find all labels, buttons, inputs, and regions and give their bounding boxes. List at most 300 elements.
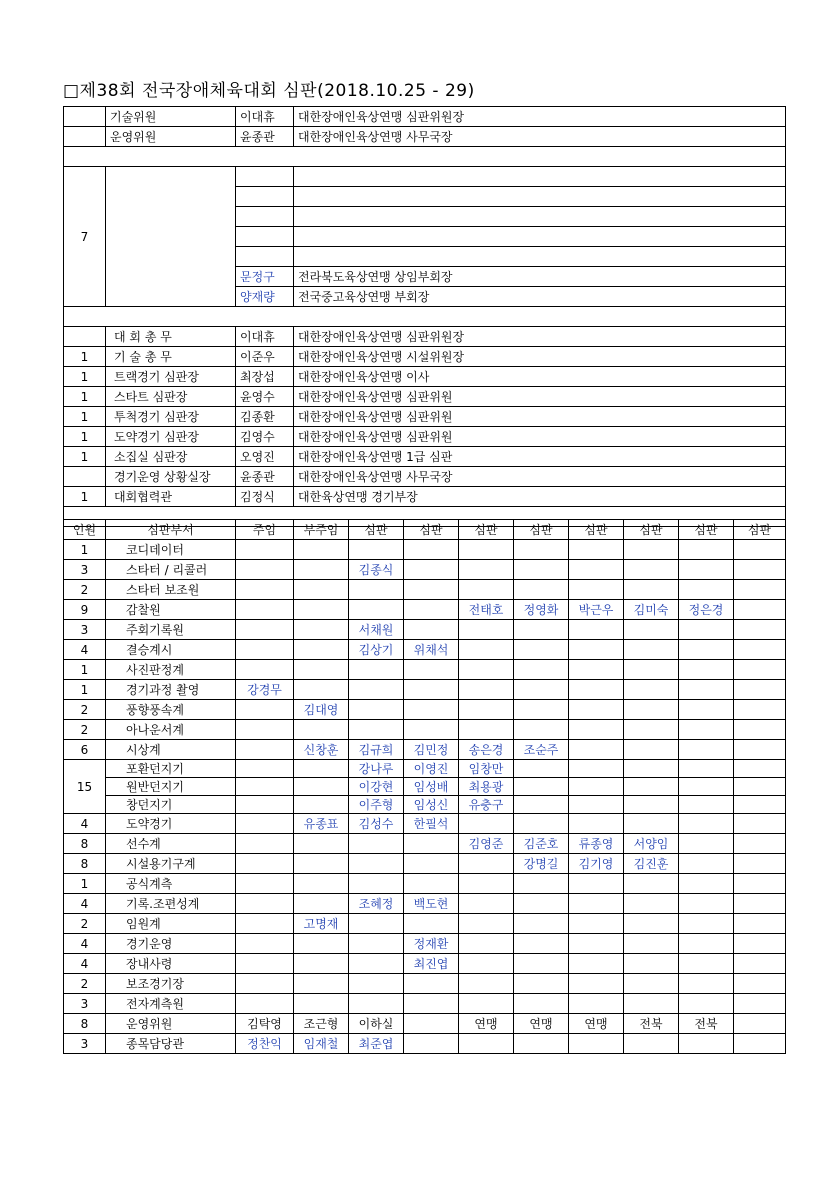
referee-cell: [236, 894, 294, 914]
referee-cell: [349, 934, 404, 954]
column-header: 심판: [459, 520, 514, 540]
headcount: 1: [64, 540, 106, 560]
referee-cell: 김준호: [514, 834, 569, 854]
official-name: 김영수: [236, 427, 294, 447]
referee-cell: 정은경: [679, 600, 734, 620]
referee-cell: [679, 680, 734, 700]
referee-cell: [236, 778, 294, 796]
referee-cell: [569, 874, 624, 894]
referee-cell: [679, 974, 734, 994]
headcount: 9: [64, 600, 106, 620]
official-count: 7: [64, 167, 106, 307]
official-count: [64, 467, 106, 487]
referee-cell: [624, 874, 679, 894]
referee-cell: [404, 660, 459, 680]
referee-cell: [679, 1034, 734, 1054]
column-header: 부주임: [294, 520, 349, 540]
referee-cell: [624, 540, 679, 560]
headcount: 15: [64, 760, 106, 814]
referee-cell: 서채원: [349, 620, 404, 640]
referee-cell: [679, 874, 734, 894]
headcount: 2: [64, 720, 106, 740]
referee-cell: [569, 720, 624, 740]
referee-cell: [294, 640, 349, 660]
referee-cell: [349, 854, 404, 874]
official-org: 대한장애인육상연맹 심판위원장: [294, 107, 786, 127]
referee-cell: [569, 1034, 624, 1054]
headcount: 4: [64, 814, 106, 834]
department: 전자계측원: [106, 994, 236, 1014]
headcount: 1: [64, 680, 106, 700]
headcount: 4: [64, 640, 106, 660]
referee-cell: [236, 854, 294, 874]
department: 스타터 / 리콜러: [106, 560, 236, 580]
assignment-row: [64, 854, 786, 874]
referee-cell: [734, 640, 786, 660]
referee-cell: [514, 640, 569, 660]
referee-cell: [624, 954, 679, 974]
referee-cell: [624, 974, 679, 994]
official-row: [64, 447, 786, 467]
referee-cell: [294, 620, 349, 640]
headcount: 6: [64, 740, 106, 760]
official-name: [236, 167, 294, 187]
referee-cell: [294, 778, 349, 796]
official-org: [294, 167, 786, 187]
assignment-row: [64, 560, 786, 580]
column-header: 심판: [404, 520, 459, 540]
referee-cell: 김민정: [404, 740, 459, 760]
referee-cell: [459, 680, 514, 700]
referee-cell: [569, 640, 624, 660]
referee-cell: [624, 894, 679, 914]
official-org: [294, 187, 786, 207]
assignment-row: [64, 1034, 786, 1054]
referee-cell: [569, 540, 624, 560]
referee-cell: 김미숙: [624, 600, 679, 620]
referee-cell: 강명길: [514, 854, 569, 874]
referee-cell: 김대영: [294, 700, 349, 720]
referee-cell: [349, 700, 404, 720]
referee-cell: 한필석: [404, 814, 459, 834]
official-org: [294, 207, 786, 227]
referee-cell: [294, 854, 349, 874]
referee-cell: 임성배: [404, 778, 459, 796]
referee-cell: [514, 680, 569, 700]
column-header: 심판: [734, 520, 786, 540]
official-role: 경기운영 상황실장: [106, 467, 236, 487]
official-org: [294, 227, 786, 247]
headcount: 1: [64, 660, 106, 680]
department: 원반던지기: [106, 778, 236, 796]
referee-cell: [294, 680, 349, 700]
referee-cell: [679, 814, 734, 834]
referee-cell: 전북: [679, 1014, 734, 1034]
referee-cell: 전북: [624, 1014, 679, 1034]
assignment-row: [64, 660, 786, 680]
headcount: 2: [64, 974, 106, 994]
referee-cell: 정재환: [404, 934, 459, 954]
department: 스타터 보조원: [106, 580, 236, 600]
referee-cell: [734, 580, 786, 600]
spacer-cell: [64, 307, 786, 327]
referee-cell: [569, 914, 624, 934]
referee-cell: [624, 680, 679, 700]
referee-cell: [459, 640, 514, 660]
referee-cell: [734, 600, 786, 620]
referee-cell: 김기영: [569, 854, 624, 874]
headcount: 8: [64, 854, 106, 874]
official-count: [64, 327, 106, 347]
referee-cell: [514, 934, 569, 954]
referee-cell: [734, 894, 786, 914]
referee-cell: [294, 580, 349, 600]
referee-cell: [679, 640, 734, 660]
official-row: [64, 107, 786, 127]
department: 결승계시: [106, 640, 236, 660]
assignment-row: [64, 914, 786, 934]
referee-cell: [236, 934, 294, 954]
referee-cell: [679, 934, 734, 954]
assignment-row: [64, 720, 786, 740]
referee-cell: [569, 974, 624, 994]
referee-cell: [569, 894, 624, 914]
referee-cell: [734, 740, 786, 760]
official-name: 김종환: [236, 407, 294, 427]
official-role: 투척경기 심판장: [106, 407, 236, 427]
referee-cell: 김규희: [349, 740, 404, 760]
referee-cell: [236, 580, 294, 600]
referee-cell: [404, 914, 459, 934]
referee-cell: [679, 778, 734, 796]
department: 장내사령: [106, 954, 236, 974]
referee-cell: 유충구: [459, 796, 514, 814]
official-role: 대 회 총 무: [106, 327, 236, 347]
referee-cell: [734, 994, 786, 1014]
assignment-row: [64, 796, 786, 814]
assignment-row: [64, 778, 786, 796]
referee-cell: [679, 700, 734, 720]
official-count: [64, 127, 106, 147]
official-name: 윤종관: [236, 467, 294, 487]
referee-cell: [236, 600, 294, 620]
referee-cell: [514, 620, 569, 640]
referee-cell: [294, 954, 349, 974]
referee-cell: [679, 580, 734, 600]
referee-cell: 조순주: [514, 740, 569, 760]
official-org: 대한육상연맹 경기부장: [294, 487, 786, 507]
official-org: 대한장애인육상연맹 심판위원장: [294, 327, 786, 347]
headcount: 8: [64, 1014, 106, 1034]
referee-cell: [734, 700, 786, 720]
referee-cell: [514, 874, 569, 894]
official-count: 1: [64, 347, 106, 367]
official-name: 이준우: [236, 347, 294, 367]
headcount: 4: [64, 954, 106, 974]
assignment-row: [64, 814, 786, 834]
referee-cell: [569, 700, 624, 720]
referee-cell: 신창훈: [294, 740, 349, 760]
assignment-row: [64, 620, 786, 640]
referee-cell: [679, 954, 734, 974]
referee-cell: [459, 580, 514, 600]
referee-cell: 류종영: [569, 834, 624, 854]
department: 감찰원: [106, 600, 236, 620]
referee-cell: [624, 1034, 679, 1054]
assignment-row: [64, 954, 786, 974]
referee-cell: [349, 660, 404, 680]
referee-cell: [459, 894, 514, 914]
assignment-row: [64, 894, 786, 914]
referee-cell: 전태호: [459, 600, 514, 620]
department: 기록.조편성계: [106, 894, 236, 914]
referee-cell: [236, 720, 294, 740]
referee-cell: [294, 560, 349, 580]
referee-cell: [624, 760, 679, 778]
referee-cell: [679, 720, 734, 740]
referee-cell: [569, 814, 624, 834]
referee-cell: [459, 914, 514, 934]
referee-cell: [679, 540, 734, 560]
referee-cell: 임창만: [459, 760, 514, 778]
referee-cell: [734, 974, 786, 994]
referee-cell: [459, 720, 514, 740]
referee-cell: [734, 778, 786, 796]
department: 종목담당관: [106, 1034, 236, 1054]
department: 아나운서계: [106, 720, 236, 740]
referee-cell: [349, 994, 404, 1014]
referee-cell: [236, 796, 294, 814]
official-org: 전라북도육상연맹 상임부회장: [294, 267, 786, 287]
referee-cell: 송은경: [459, 740, 514, 760]
referee-cell: [514, 796, 569, 814]
assignment-row: [64, 994, 786, 1014]
referee-cell: [514, 560, 569, 580]
header-row: [64, 520, 786, 540]
official-count: [64, 107, 106, 127]
headcount: 2: [64, 580, 106, 600]
referee-cell: [734, 934, 786, 954]
referee-cell: [459, 540, 514, 560]
referee-cell: [569, 620, 624, 640]
assignment-row: [64, 580, 786, 600]
official-row: [64, 327, 786, 347]
referee-cell: [514, 894, 569, 914]
referee-cell: [679, 796, 734, 814]
referee-cell: [569, 796, 624, 814]
referee-cell: [734, 540, 786, 560]
referee-cell: [349, 974, 404, 994]
department: 공식계측: [106, 874, 236, 894]
referee-cell: [624, 914, 679, 934]
official-org: 대한장애인육상연맹 이사: [294, 367, 786, 387]
referee-cell: [404, 854, 459, 874]
referee-cell: [514, 720, 569, 740]
referee-cell: [624, 814, 679, 834]
official-org: 대한장애인육상연맹 1급 심판: [294, 447, 786, 467]
referee-cell: [514, 1034, 569, 1054]
referee-cell: [514, 954, 569, 974]
column-header: 심판: [569, 520, 624, 540]
referee-cell: [514, 914, 569, 934]
referee-cell: [404, 680, 459, 700]
department: 선수계: [106, 834, 236, 854]
referee-cell: [624, 640, 679, 660]
referee-cell: [624, 778, 679, 796]
department: 경기운영: [106, 934, 236, 954]
official-row: [64, 387, 786, 407]
officials-table: [63, 106, 786, 527]
spacer-row: [64, 147, 786, 167]
official-name: [236, 227, 294, 247]
official-count: 1: [64, 447, 106, 467]
referee-cell: [294, 600, 349, 620]
official-row: [64, 427, 786, 447]
referee-cell: 조근형: [294, 1014, 349, 1034]
headcount: 3: [64, 620, 106, 640]
referee-cell: [734, 680, 786, 700]
referee-cell: [569, 954, 624, 974]
referee-cell: [349, 680, 404, 700]
referee-cell: 임성신: [404, 796, 459, 814]
referee-cell: 정영화: [514, 600, 569, 620]
department: 풍향풍속계: [106, 700, 236, 720]
assignment-row: [64, 680, 786, 700]
referee-cell: [404, 540, 459, 560]
official-org: [294, 247, 786, 267]
official-name: 최장섭: [236, 367, 294, 387]
referee-cell: [514, 580, 569, 600]
official-role: 기술위원: [106, 107, 236, 127]
headcount: 2: [64, 700, 106, 720]
assignment-row: [64, 540, 786, 560]
column-header: 심판: [514, 520, 569, 540]
department: 도약경기: [106, 814, 236, 834]
referee-cell: [569, 760, 624, 778]
referee-cell: [459, 994, 514, 1014]
referee-cell: 최준엽: [349, 1034, 404, 1054]
referee-cell: [404, 700, 459, 720]
referee-cell: [349, 720, 404, 740]
referee-cell: [679, 854, 734, 874]
column-header: 심판부서: [106, 520, 236, 540]
referee-cell: [236, 954, 294, 974]
referee-cell: [404, 600, 459, 620]
referee-cell: [404, 560, 459, 580]
referee-cell: 박근우: [569, 600, 624, 620]
official-name: 김정식: [236, 487, 294, 507]
department: 운영위원: [106, 1014, 236, 1034]
referee-cell: [349, 580, 404, 600]
referee-cell: [624, 740, 679, 760]
assignment-row: [64, 740, 786, 760]
referee-cell: 고명재: [294, 914, 349, 934]
assignment-row: [64, 974, 786, 994]
referee-cell: 정찬익: [236, 1034, 294, 1054]
assignment-row: [64, 834, 786, 854]
department: 코디데이터: [106, 540, 236, 560]
referee-cell: [294, 974, 349, 994]
official-name: [236, 187, 294, 207]
referee-cell: 김영준: [459, 834, 514, 854]
referee-cell: [294, 834, 349, 854]
official-role: 소집실 심판장: [106, 447, 236, 467]
headcount: 1: [64, 874, 106, 894]
referee-cell: [679, 834, 734, 854]
referee-cell: [404, 1034, 459, 1054]
referee-cell: [514, 814, 569, 834]
official-role: 트랙경기 심판장: [106, 367, 236, 387]
official-name: 이대휴: [236, 107, 294, 127]
official-row: [64, 487, 786, 507]
official-name: [236, 247, 294, 267]
referee-cell: [459, 934, 514, 954]
referee-cell: [236, 560, 294, 580]
referee-cell: [459, 560, 514, 580]
official-row: [64, 167, 786, 187]
referee-cell: [459, 974, 514, 994]
official-org: 대한장애인육상연맹 시설위원장: [294, 347, 786, 367]
official-name: 오영진: [236, 447, 294, 467]
referee-cell: [349, 874, 404, 894]
department: 경기과정 촬영: [106, 680, 236, 700]
official-role: 대회협력관: [106, 487, 236, 507]
referee-cell: [349, 540, 404, 560]
assignment-row: [64, 874, 786, 894]
official-role: [106, 167, 236, 307]
department: 사진판정계: [106, 660, 236, 680]
referee-cell: [734, 1034, 786, 1054]
official-count: 1: [64, 367, 106, 387]
referee-cell: 백도현: [404, 894, 459, 914]
referee-cell: [294, 760, 349, 778]
referee-cell: [514, 994, 569, 1014]
referee-cell: 이영진: [404, 760, 459, 778]
referee-cell: [734, 914, 786, 934]
referee-cell: [459, 620, 514, 640]
headcount: 3: [64, 560, 106, 580]
referee-cell: [236, 760, 294, 778]
official-org: 대한장애인육상연맹 심판위원: [294, 407, 786, 427]
official-count: 1: [64, 387, 106, 407]
referee-cell: [734, 560, 786, 580]
referee-cell: 강경무: [236, 680, 294, 700]
official-count: 1: [64, 487, 106, 507]
assignment-row: [64, 760, 786, 778]
official-name: 윤종관: [236, 127, 294, 147]
referee-cell: [236, 974, 294, 994]
official-role: 기 술 총 무: [106, 347, 236, 367]
department: 시상계: [106, 740, 236, 760]
referee-cell: [569, 778, 624, 796]
referee-cell: [404, 874, 459, 894]
headcount: 3: [64, 994, 106, 1014]
referee-cell: [514, 778, 569, 796]
referee-cell: [294, 796, 349, 814]
column-header: 심판: [679, 520, 734, 540]
referee-cell: 연맹: [459, 1014, 514, 1034]
referee-cell: [734, 720, 786, 740]
official-name: [236, 207, 294, 227]
referee-cell: [569, 660, 624, 680]
official-org: 대한장애인육상연맹 심판위원: [294, 427, 786, 447]
page-title: □제38회 전국장애체육대회 심판(2018.10.25 - 29): [63, 81, 475, 101]
referee-cell: [459, 954, 514, 974]
referee-cell: [514, 974, 569, 994]
referee-cell: 최진엽: [404, 954, 459, 974]
referee-cell: [734, 854, 786, 874]
referee-cell: 연맹: [569, 1014, 624, 1034]
